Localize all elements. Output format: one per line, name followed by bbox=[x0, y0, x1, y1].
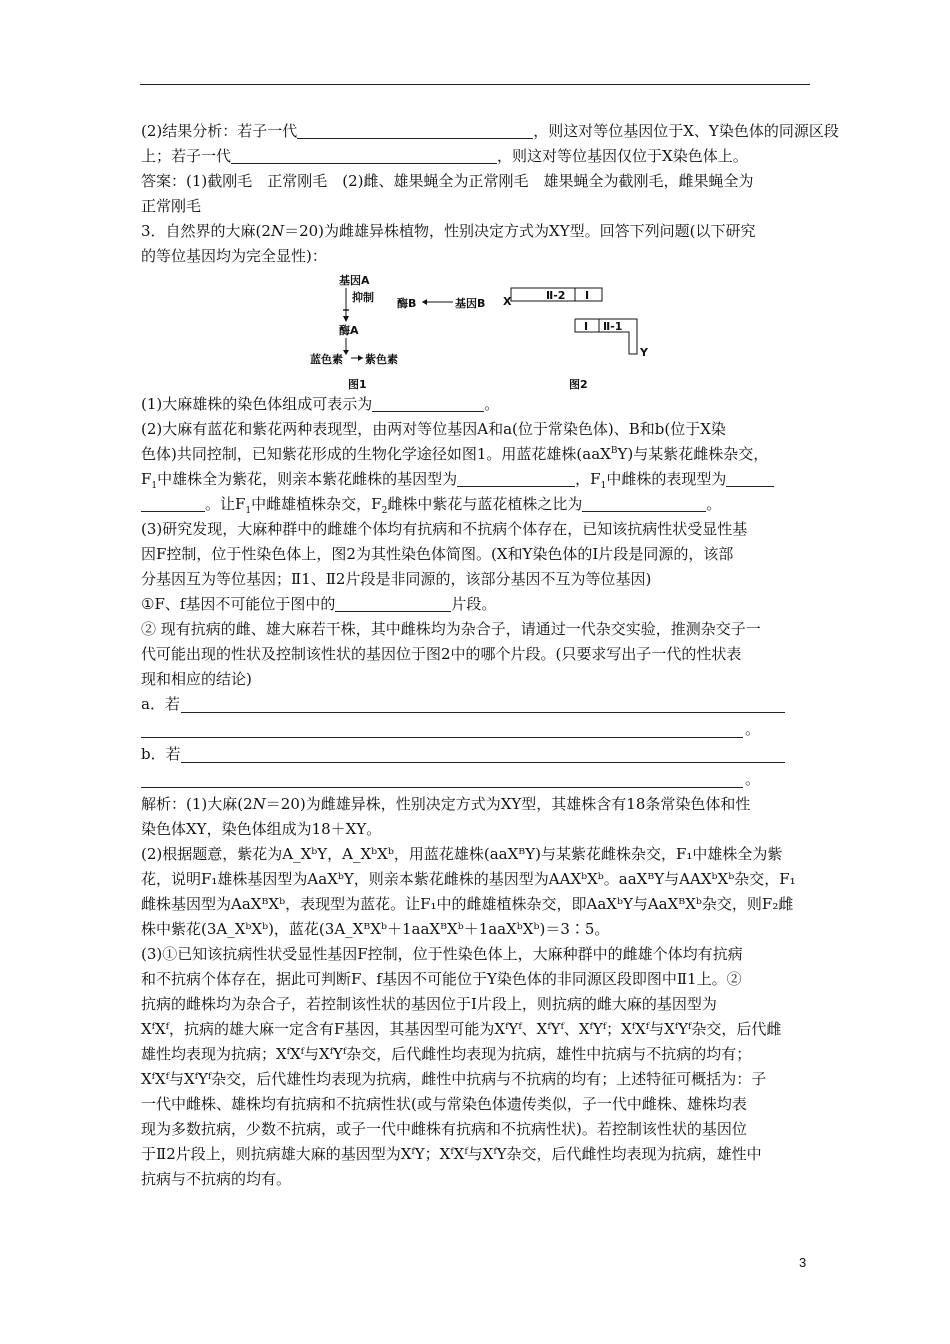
figures bbox=[141, 272, 813, 390]
q3-part3-q2-line2: 代可能出现的性状及控制该性状的基因位于图2中的哪个片段。(只要求写出子一代的性状表 bbox=[141, 645, 742, 663]
fig2-x-label: X bbox=[503, 295, 512, 308]
fig1-enzyme-a: 酶A bbox=[339, 324, 359, 337]
answer-blank[interactable] bbox=[457, 470, 575, 487]
fig1-arrowhead bbox=[358, 355, 363, 361]
q2-answer-line1: 答案：(1)截刚毛 正常刚毛 (2)雌、雄果蝇全为正常刚毛 雄果蝇全为截刚毛，雌果蝇全为 bbox=[141, 172, 754, 190]
analysis-line3: (2)根据题意，紫花为A_XᵇY，A_XᵇXᵇ，用蓝花雄株(aaXᴮY)与某紫花雌株杂交，F₁中雄株全为紫 bbox=[141, 845, 783, 863]
answer-line[interactable] bbox=[181, 762, 785, 763]
analysis-line7: (3)①已知该抗病性状受显性基因F控制，位于性染色体上，大麻种群中的雌雄个体均有抗病 bbox=[141, 945, 743, 963]
fig1-arrowhead bbox=[422, 299, 427, 305]
q3-part3-q2-line1: ② 现有抗病的雌、雄大麻若干株，其中雌株均为杂合子，请通过一代杂交实验，推测杂交子一 bbox=[141, 620, 761, 638]
q3-intro-line2: 的等位基因均为完全显性)： bbox=[141, 247, 327, 265]
q3-part2-line4: 。让$F_1$中雌雄植株杂交，$F_2$雌株中紫花与蓝花植株之比为 。 bbox=[141, 492, 813, 517]
analysis-line14: 现为多数抗病，少数不抗病，或子一代中雌株有抗病和不抗病性状)。若控制该性状的基因位 bbox=[141, 1120, 747, 1138]
answer-blank[interactable] bbox=[372, 395, 484, 412]
fig2-y-label: Y bbox=[640, 346, 648, 359]
analysis-line4: 花，说明F₁雄株基因型为AaXᵇY，则亲本紫花雌株的基因型为AAXᵇXᵇ。aaXᴮY与AAXᵇXᵇ杂交，F₁ bbox=[141, 870, 796, 888]
option-a-line2: 。 bbox=[141, 717, 813, 742]
q2-result-line2: 上；若子一代 ，则这对等位基因仅位于X染色体上。 bbox=[141, 147, 748, 165]
analysis-line16: 抗病与不抗病的均有。 bbox=[141, 1170, 292, 1188]
answer-blank[interactable] bbox=[141, 495, 205, 512]
fig2-i-bottom-label: Ⅰ bbox=[584, 320, 589, 333]
q2-result-line1: (2)结果分析：若子一代 ，则这对等位基因位于X、Y染色体的同源区段 bbox=[141, 122, 839, 140]
analysis-line6: 株中紫花(3A_XᵇXᵇ)，蓝花(3A_XᴮXᵇ＋1aaXᴮXᵇ＋1aaXᵇXᵇ)＝3∶5。 bbox=[141, 920, 610, 938]
analysis-line9: 抗病的雌株均为杂合子，若控制该性状的基因位于Ⅰ片段上，则抗病的雌大麻的基因型为 bbox=[141, 995, 717, 1013]
q3-intro-line1: 3．自然界的大麻(2N＝20)为雌雄异株植物，性别决定方式为XY型。回答下列问题(以下研究 bbox=[141, 222, 756, 240]
fig1-enzyme-b: 酶B bbox=[397, 297, 417, 310]
fig2-ii1-label: Ⅱ-1 bbox=[603, 320, 623, 333]
analysis-line15: 于Ⅱ2片段上，则抗病雄大麻的基因型为XᶠY；XᶠXᶠ与XᶠY杂交，后代雌性均表现为抗病，雄性中 bbox=[141, 1145, 762, 1163]
q3-part3-q1: ①F、f基因不可能位于图中的 片段。 bbox=[141, 595, 497, 613]
fig1-arrowhead bbox=[343, 350, 349, 355]
answer-blank[interactable] bbox=[297, 122, 533, 139]
fig2-ii2-label: Ⅱ-2 bbox=[546, 289, 566, 302]
option-a-line1: a．若 bbox=[141, 692, 813, 717]
answer-line[interactable] bbox=[141, 737, 743, 738]
analysis-line12: XᶠXᶠ与XᶠYᶠ杂交，后代雄性均表现为抗病，雌性中抗病与不抗病的均有；上述特征可概括为：子 bbox=[141, 1070, 767, 1088]
answer-blank[interactable] bbox=[231, 147, 497, 164]
analysis-line11: 雄性均表现为抗病；XᶠXᶠ与XᶠYᶠ杂交，后代雌性均表现为抗病，雄性中抗病与不抗病的均有； bbox=[141, 1045, 752, 1063]
fig1-purple-pigment: 紫色素 bbox=[365, 353, 398, 366]
page-content bbox=[141, 119, 839, 1192]
fig1-gene-b: 基因B bbox=[455, 297, 486, 310]
analysis-line2: 染色体XY，染色体组成为18＋XY。 bbox=[141, 820, 382, 838]
analysis-line10: XᶠXᶠ，抗病的雄大麻一定含有F基因，其基因型可能为XᶠYᶠ、XᶠYᶠ、XᶠYᶠ；XᶠXᶠ与XᶠYᶠ杂交，后代雌 bbox=[141, 1020, 782, 1038]
q3-part3-line2: 因F控制，位于性染色体上，图2为其性染色体简图。(X和Y染色体的Ⅰ片段是同源的，该部 bbox=[141, 545, 734, 563]
q3-part1: (1)大麻雄株的染色体组成可表示为 。 bbox=[141, 395, 500, 413]
q3-part2-line2: 色体)共同控制，已知紫花形成的生物化学途径如图1。用蓝花雄株(aaX$^B$Y)与某紫花雌株杂交， bbox=[141, 445, 769, 463]
answer-line[interactable] bbox=[181, 712, 785, 713]
analysis-line5: 雌株基因型为AaXᴮXᵇ，表现型为蓝花。让F₁中的雌雄植株杂交，即AaXᵇY与AaXᴮXᵇ杂交，则F₂雌 bbox=[141, 895, 794, 913]
analysis-line8: 和不抗病个体存在，据此可判断F、f基因不可能位于Y染色体的非同源区段即图中Ⅱ1上。② bbox=[141, 970, 742, 988]
header-rule bbox=[140, 84, 810, 85]
answer-line[interactable] bbox=[141, 787, 743, 788]
answer-blank[interactable] bbox=[726, 470, 774, 487]
q3-part2-line3: $F_1$中雄株全为紫花，则亲本紫花雌株的基因型为 ，$F_1$中雌株的表现型为 bbox=[141, 467, 813, 492]
page-number: 3 bbox=[799, 1255, 807, 1270]
q3-part3-line3: 分基因互为等位基因；Ⅱ1、Ⅱ2片段是非同源的，该部分基因不互为等位基因) bbox=[141, 570, 652, 588]
option-b-line1: b．若 bbox=[141, 742, 813, 767]
fig1-gene-a: 基因A bbox=[339, 274, 370, 287]
fig1-blue-pigment: 蓝色素 bbox=[310, 353, 343, 366]
fig2-i-top-label: Ⅰ bbox=[585, 289, 590, 302]
fig2-caption: 图2 bbox=[569, 378, 588, 391]
analysis-line1: 解析：(1)大麻(2N＝20)为雌雄异株，性别决定方式为XY型，其雄株含有18条常染色体和性 bbox=[141, 795, 751, 813]
fig1-arrowhead bbox=[343, 316, 349, 322]
answer-blank[interactable] bbox=[335, 595, 451, 612]
fig1-inhibit-label: 抑制 bbox=[352, 291, 374, 304]
option-b-line2: 。 bbox=[141, 767, 813, 792]
q3-part3-line1: (3)研究发现，大麻种群中的雌雄个体均有抗病和不抗病个体存在，已知该抗病性状受显性基 bbox=[141, 520, 748, 538]
fig1-caption: 图1 bbox=[348, 378, 367, 391]
figure-1 bbox=[141, 272, 813, 390]
answer-blank[interactable] bbox=[582, 495, 706, 512]
q3-part3-q2-line3: 现和相应的结论) bbox=[141, 670, 252, 688]
q2-answer-line2: 正常刚毛 bbox=[141, 197, 202, 215]
figure-2 bbox=[503, 288, 649, 391]
q3-part2-line1: (2)大麻有蓝花和紫花两种表现型，由两对等位基因A和a(位于常染色体)、B和b(位于X染 bbox=[141, 420, 726, 438]
analysis-line13: 一代中雌株、雄株均有抗病和不抗病性状(或与常染色体遗传类似，子一代中雌株、雄株均表 bbox=[141, 1095, 747, 1113]
